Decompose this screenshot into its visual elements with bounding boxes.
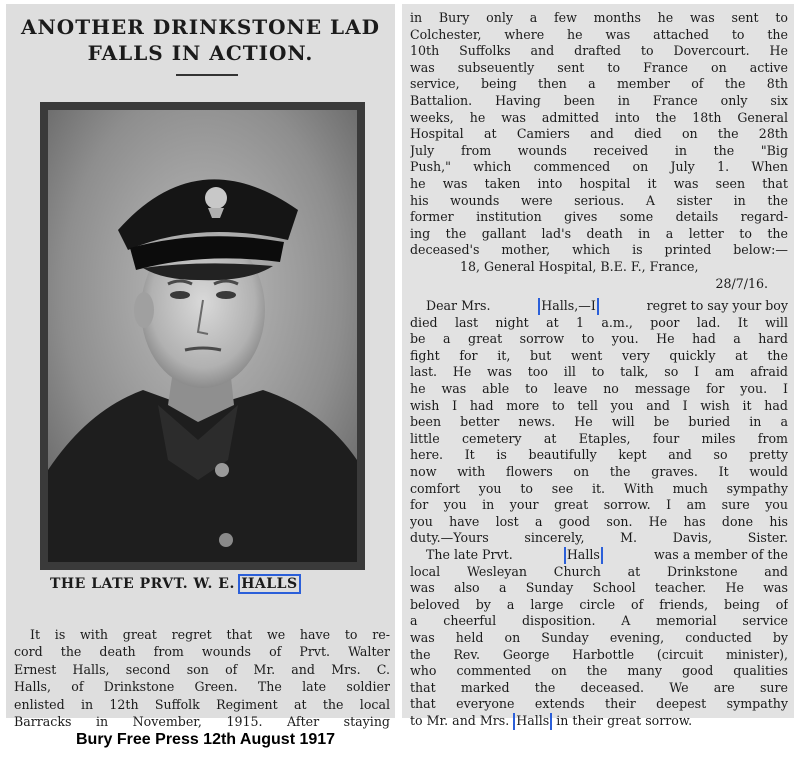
text-line: here. It is beautifully kept and so pretty <box>410 447 788 463</box>
final-last-pre: to Mr. and Mrs. <box>410 712 510 728</box>
text-line: he was able to leave no message for you. I <box>410 381 788 397</box>
text-line: he was taken into hospital it was seen that <box>410 175 788 191</box>
text-line: service, being then a member of the 8th <box>410 76 788 92</box>
left-body-text <box>14 626 390 730</box>
caption-prefix: THE LATE PRVT. W. E. <box>50 576 235 592</box>
source-caption: Bury Free Press 12th August 1917 <box>76 731 336 748</box>
text-line: Battalion. Having been in France only six <box>410 92 788 108</box>
text-line: wish I had more to tell you and I wish it had <box>410 397 788 413</box>
final-last-highlighted-name: Halls <box>516 712 550 728</box>
text-line: 10th Suffolks and drafted to Dovercourt. He <box>410 43 788 59</box>
text-line: who commented on the many good qualities <box>410 663 788 679</box>
text-line: been better news. He will be buried in a <box>410 414 788 430</box>
final-first-line <box>410 547 788 564</box>
text-line: cord the death from wounds of Prvt. Walter <box>14 644 390 660</box>
letter-first-line <box>410 298 788 315</box>
text-line: Colchester, where he was attached to the <box>410 26 788 42</box>
letter-date: 28/7/16. <box>715 275 768 291</box>
text-line: beloved by a large circle of friends, being of <box>410 596 788 612</box>
text-line: Barracks in November, 1915. After staying <box>14 713 390 729</box>
headline-line-1: ANOTHER DRINKSTONE LAD <box>21 15 380 39</box>
text-line: be a great sorrow to you. He had a hard <box>410 331 788 347</box>
text-line: It is with great regret that we have to re- <box>30 627 390 642</box>
text-line: local Wesleyan Church at Drinkstone and <box>410 563 788 579</box>
photo-caption <box>50 576 350 596</box>
caption-highlighted-name: HALLS <box>241 576 298 592</box>
text-line: died last night at 1 a.m., poor lad. It will <box>410 314 788 330</box>
left-column <box>6 4 395 729</box>
text-line: little cemetery at Etaples, four miles from <box>410 430 788 446</box>
text-line: deceased's mother, which is printed below:— <box>410 242 788 258</box>
final-last-post: in their great sorrow. <box>556 712 693 728</box>
text-line: you have lost a good son. He has done his <box>410 513 788 529</box>
text-line: Hospital at Camiers and died on the 28th <box>410 126 788 142</box>
text-line: fight for it, but went very quickly at the <box>410 347 788 363</box>
final-first-post: was a member of the <box>653 547 788 562</box>
text-line: that everyone extends their deepest sympathy <box>410 696 788 712</box>
text-line: weeks, he was admitted into the 18th General <box>410 109 788 125</box>
letter-highlighted-name: Halls,—I <box>541 298 596 314</box>
final-last-line <box>410 713 788 730</box>
right-column <box>402 4 794 728</box>
soldier-portrait <box>40 102 365 570</box>
headline-rule <box>176 74 238 76</box>
right-body-text <box>410 10 788 730</box>
letter-salutation: Dear Mrs. <box>426 298 491 314</box>
text-line: last. He was too ill to talk, so I am afraid <box>410 364 788 380</box>
text-line: duty.—Yours sincerely, M. Davis, Sister. <box>410 530 788 546</box>
headline-line-2: FALLS IN ACTION. <box>87 41 314 65</box>
text-line: the Rev. George Harbottle (circuit minister), <box>410 646 788 662</box>
text-line: Halls, of Drinkstone Green. The late soldier <box>14 679 390 695</box>
text-line: his wounds were serious. A sister in the <box>410 192 788 208</box>
text-line: for you in your great sorrow. I am sure you <box>410 497 788 513</box>
letter-first-rest: regret to say your boy <box>646 298 788 314</box>
text-line: former institution gives some details regard- <box>410 209 788 225</box>
text-line: July from wounds received in the "Big <box>410 142 788 158</box>
text-line: a cheerful disposition. A memorial service <box>410 613 788 629</box>
text-line: in Bury only a few months he was sent to <box>410 10 788 25</box>
letter-address: 18, General Hospital, B.E. F., France, <box>460 258 699 274</box>
text-line: comfort you to see it. With much sympathy <box>410 480 788 496</box>
final-highlighted-name: Halls <box>566 547 600 562</box>
text-line: Ernest Halls, second son of Mr. and Mrs. C. <box>14 661 390 677</box>
final-first-pre: The late Prvt. <box>426 547 513 562</box>
text-line: was subseuently sent to France on active <box>410 59 788 75</box>
text-line: enlisted in 12th Suffolk Regiment at the local <box>14 696 390 712</box>
portrait-photo <box>48 110 357 562</box>
text-line: Push," which commenced on July 1. When <box>410 159 788 175</box>
text-line: was held on Sunday evening, conducted by <box>410 629 788 645</box>
text-line: that marked the deceased. We are sure <box>410 679 788 695</box>
text-line: ing the gallant lad's death in a letter to the <box>410 225 788 241</box>
text-line: was also a Sunday School teacher. He was <box>410 580 788 596</box>
text-line: now with flowers on the graves. It would <box>410 464 788 480</box>
